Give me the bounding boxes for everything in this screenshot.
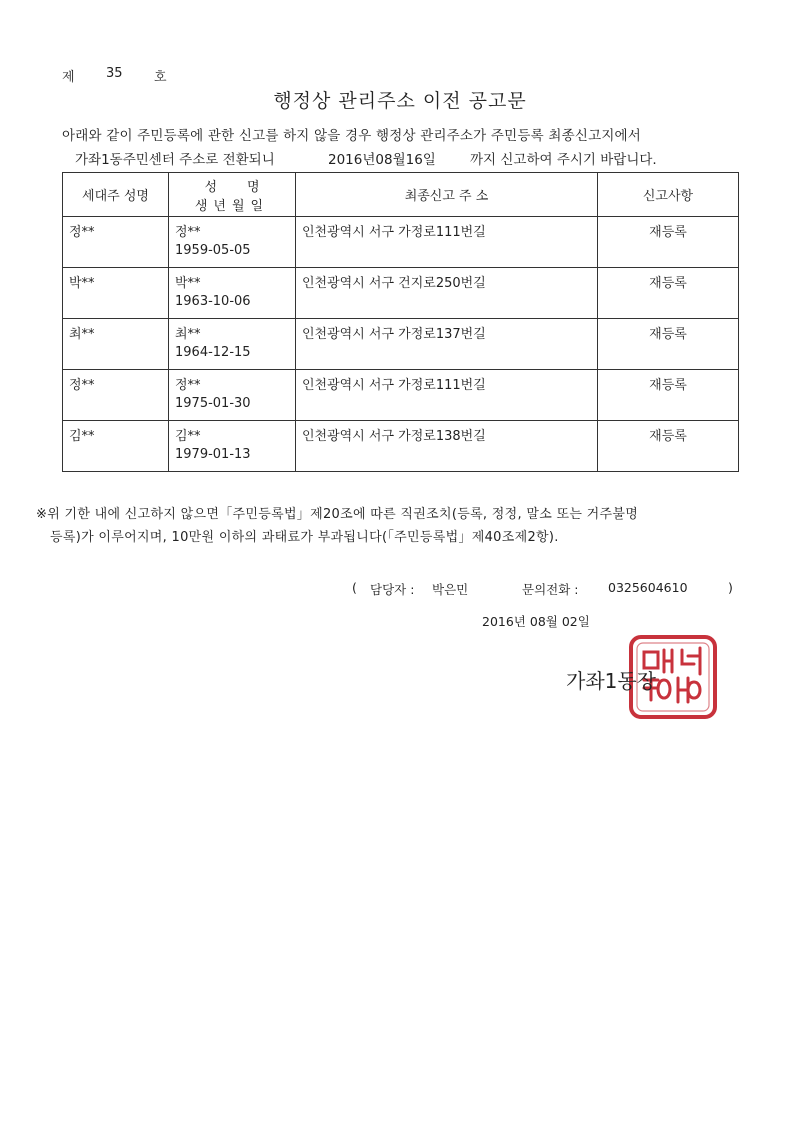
notice-line-1: ※위 기한 내에 신고하지 않으면「주민등록법」제20조에 따른 직권조치(등록, 정정, 말소 또는 거주불명 <box>36 507 639 522</box>
table-row <box>63 421 739 472</box>
issue-date: 2016년 08월 02일 <box>482 614 590 629</box>
cell-name-birth <box>169 268 296 319</box>
cell-name: 정** <box>175 378 201 393</box>
header-report: 신고사항 <box>598 173 739 217</box>
contact-open-paren: ( <box>352 580 357 595</box>
cell-name: 최** <box>175 327 201 342</box>
deadline-date: 2016년08월16일 <box>328 152 436 168</box>
header-head-of-household: 세대주 성명 <box>63 173 169 217</box>
cell-name: 정** <box>175 225 201 240</box>
phone-label: 문의전화 : <box>522 582 579 597</box>
contact-close-paren: ) <box>728 580 733 595</box>
doc-number-suffix: 호 <box>154 70 167 85</box>
intro-line-2-suffix: 까지 신고하여 주시기 바랍니다. <box>470 152 657 168</box>
records-table <box>62 172 739 472</box>
phone-number: 0325604610 <box>608 580 688 595</box>
notice-line-2: 등록)가 이루어지며, 10만원 이하의 과태료가 부과됩니다(「주민등록법」제40조제2항). <box>50 530 559 545</box>
cell-name-birth <box>169 319 296 370</box>
header-birthdate: 생년월일 <box>194 198 270 214</box>
cell-address: 인천광역시 서구 건지로250번길 <box>296 268 598 319</box>
cell-birth: 1963-10-06 <box>175 294 251 309</box>
cell-birth: 1975-01-30 <box>175 396 251 411</box>
header-last-address: 최종신고 주 소 <box>296 173 598 217</box>
page-title: 행정상 관리주소 이전 공고문 <box>273 90 527 112</box>
cell-address: 인천광역시 서구 가정로138번길 <box>296 421 598 472</box>
manager-name: 박은민 <box>432 582 469 597</box>
doc-number-value: 35 <box>106 66 123 81</box>
header-name: 성명 <box>204 179 290 195</box>
cell-status: 재등록 <box>598 370 739 421</box>
cell-status: 재등록 <box>598 217 739 268</box>
cell-status: 재등록 <box>598 268 739 319</box>
cell-head: 박** <box>63 268 169 319</box>
manager-label: 담당자 : <box>370 582 415 597</box>
cell-name-birth <box>169 370 296 421</box>
cell-birth: 1979-01-13 <box>175 447 251 462</box>
cell-address: 인천광역시 서구 가정로111번길 <box>296 217 598 268</box>
cell-head: 정** <box>63 370 169 421</box>
cell-birth: 1959-05-05 <box>175 243 251 258</box>
doc-number-prefix: 제 <box>62 70 75 85</box>
intro-line-2 <box>75 148 657 168</box>
cell-head: 김** <box>63 421 169 472</box>
cell-status: 재등록 <box>598 421 739 472</box>
cell-head: 정** <box>63 217 169 268</box>
header-name-birthdate <box>169 173 296 217</box>
cell-birth: 1964-12-15 <box>175 345 251 360</box>
cell-name: 박** <box>175 276 201 291</box>
cell-name-birth <box>169 421 296 472</box>
cell-name: 김** <box>175 429 201 444</box>
cell-address: 인천광역시 서구 가정로111번길 <box>296 370 598 421</box>
cell-status: 재등록 <box>598 319 739 370</box>
contact-info <box>352 580 738 598</box>
table-row <box>63 319 739 370</box>
intro-line-2-prefix: 가좌1동주민센터 주소로 전환되니 <box>75 152 275 168</box>
table-header-row <box>63 173 739 217</box>
cell-name-birth <box>169 217 296 268</box>
table-row <box>63 370 739 421</box>
issuer-name: 가좌1동장 <box>566 669 657 693</box>
cell-address: 인천광역시 서구 가정로137번길 <box>296 319 598 370</box>
table-row <box>63 268 739 319</box>
cell-head: 최** <box>63 319 169 370</box>
intro-line-1: 아래와 같이 주민등록에 관한 신고를 하지 않을 경우 행정상 관리주소가 주민등록 최종신고지에서 <box>62 128 642 144</box>
table-row <box>63 217 739 268</box>
